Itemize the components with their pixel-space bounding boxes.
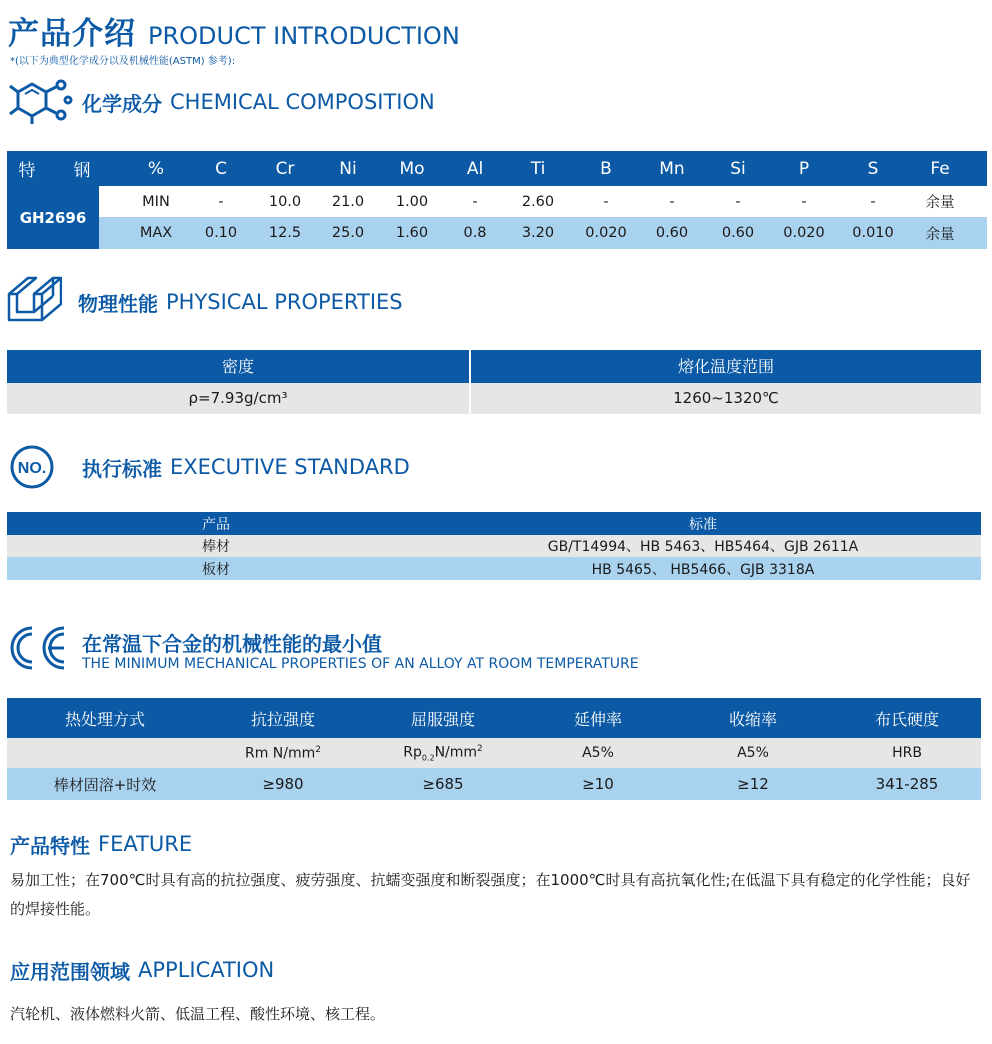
physical-section-title [78,288,403,316]
mechanical-value-row [7,768,981,800]
feature-text: 易加工性；在700℃时具有高的抗拉强度、疲劳强度、抗蠕变强度和断裂强度；在1000℃时具有高抗氧化性;在低温下具有稳定的化学性能；良好的焊接性能。 [10,871,971,918]
header-cell: 布氏硬度 [874,709,939,729]
header-cell: 特 [18,161,36,181]
badge-text: NO. [17,460,47,477]
reference-note: *(以下为典型化学成分以及机械性能(ASTM) 参考): [10,56,236,67]
product-cell: 棒材 [202,539,230,555]
physical-header-row [7,350,981,383]
yield-unit-post: N/mm [434,744,478,761]
header-cell: Si [730,158,746,179]
tensile-value: ≥980 [262,775,304,793]
value-cell: 0.60 [655,225,689,241]
tensile-unit [203,745,363,762]
header-cell: Ti [530,158,546,179]
chemical-max-row [7,217,987,249]
value-cell: - [472,193,478,210]
header-cell: 标准 [689,516,717,533]
header-cell: 钢 [73,161,91,181]
row-label: MIN [142,193,170,210]
application-title-en: APPLICATION [138,958,275,982]
header-cell: Ni [339,158,357,179]
value-cell: 1.00 [395,193,429,210]
value-cell: - [735,193,741,210]
header-cell: Fe [930,158,950,179]
product-cell: 板材 [202,561,230,578]
standard-title-zh: 执行标准 [82,456,162,481]
feature-section-title [10,830,192,858]
yield-unit [363,744,523,762]
value-cell: 25.0 [331,225,365,241]
hardness-unit: HRB [892,745,922,761]
standard-table [7,512,981,580]
mechanical-table [7,698,981,800]
hardness-value: 341-285 [875,775,939,793]
application-text: 汽轮机、液体燃料火箭、低温工程、酸性环境、核工程。 [10,1005,386,1023]
mechanical-title-zh: 在常温下合金的机械性能的最小值 [82,632,382,656]
table-row [7,535,981,557]
value-cell: 0.020 [585,225,627,241]
standard-header-row [7,512,981,535]
value-cell: 2.60 [521,193,555,210]
melting-range-value: 1260~1320℃ [471,383,981,414]
header-cell: Mo [399,158,425,179]
value-cell: 0.60 [721,225,755,241]
yield-unit-sub: 0.2 [421,753,435,763]
header-cell: 热处理方式 [64,709,145,729]
header-cell: C [215,158,227,179]
standard-cell: GB/T14994、HB 5463、HB5464、GJB 2611A [547,539,859,555]
treatment-cell: 棒材固溶+时效 [53,775,157,794]
value-cell: - [218,193,224,210]
tensile-unit-text: Rm N/mm [244,745,316,762]
mechanical-unit-row [7,738,981,768]
header-cell: 延伸率 [573,709,622,729]
header-cell: Al [466,158,484,179]
mechanical-header-row [7,698,981,738]
value-cell: - [801,193,807,210]
table-row [7,557,981,580]
yield-unit-sup: 2 [477,743,483,754]
value-cell: 3.20 [521,225,555,241]
elongation-unit: A5% [582,745,614,761]
header-cell: 屈服强度 [410,709,475,729]
header-cell: 产品 [202,516,230,533]
reduction-unit: A5% [737,745,769,761]
molecule-icon [6,78,74,126]
header-cell: B [600,158,612,179]
chemical-title-en: CHEMICAL COMPOSITION [170,90,435,114]
physical-title-en: PHYSICAL PROPERTIES [166,290,403,314]
number-badge-icon [8,444,56,490]
value-cell: 12.5 [268,225,302,241]
yield-unit-pre: Rp [403,744,422,761]
value-cell: - [669,193,675,210]
physical-table [7,350,981,414]
chemical-header-row [7,151,987,186]
profile-bar-icon [6,274,62,322]
grade-cell: GH2696 [7,186,99,249]
value-cell: - [870,193,876,210]
value-cell: 0.010 [852,225,894,241]
density-value: ρ=7.93g/cm³ [7,383,469,414]
reduction-value: ≥12 [737,775,769,793]
value-cell: 1.60 [395,225,429,241]
value-cell: 21.0 [331,193,365,210]
value-cell: 余量 [925,195,955,211]
row-label: MAX [139,225,173,241]
application-section-title [10,956,274,984]
page-title [8,8,460,56]
header-cell: 密度 [7,350,469,383]
elongation-value: ≥10 [582,775,614,793]
ce-mark-icon [6,624,70,672]
physical-title-zh: 物理性能 [78,291,158,316]
value-cell: 0.8 [463,225,487,241]
standard-cell: HB 5465、 HB5466、GJB 3318A [591,561,815,578]
page-title-zh: 产品介绍 [8,16,136,52]
header-cell: % [147,158,165,179]
feature-title-en: FEATURE [98,832,193,856]
standard-title-en: EXECUTIVE STANDARD [170,455,410,479]
yield-value: ≥685 [422,775,464,793]
physical-value-row [7,383,981,414]
header-cell: P [798,158,810,179]
chemical-min-row [7,186,987,217]
chemical-title-zh: 化学成分 [82,91,162,116]
page-title-en: PRODUCT INTRODUCTION [148,22,460,50]
standard-section-title [82,453,410,481]
feature-title-zh: 产品特性 [10,833,90,858]
header-cell: S [867,158,879,179]
header-cell: Cr [275,158,295,179]
tensile-unit-sup: 2 [315,744,321,755]
mechanical-title-en: THE MINIMUM MECHANICAL PROPERTIES OF AN ALLOY AT ROOM TEMPERATURE [82,656,639,672]
value-cell: 0.10 [204,225,238,241]
header-cell: 熔化温度范围 [471,350,981,383]
chemical-table [7,151,987,249]
application-title-zh: 应用范围领域 [10,959,130,984]
value-cell: - [603,193,609,210]
value-cell: 10.0 [268,193,302,210]
header-cell: 收缩率 [728,709,777,729]
header-cell: Mn [659,158,685,179]
value-cell: 余量 [925,226,955,243]
chemical-section-title [82,88,435,116]
value-cell: 0.020 [783,225,825,241]
header-cell: 抗拉强度 [250,709,315,729]
